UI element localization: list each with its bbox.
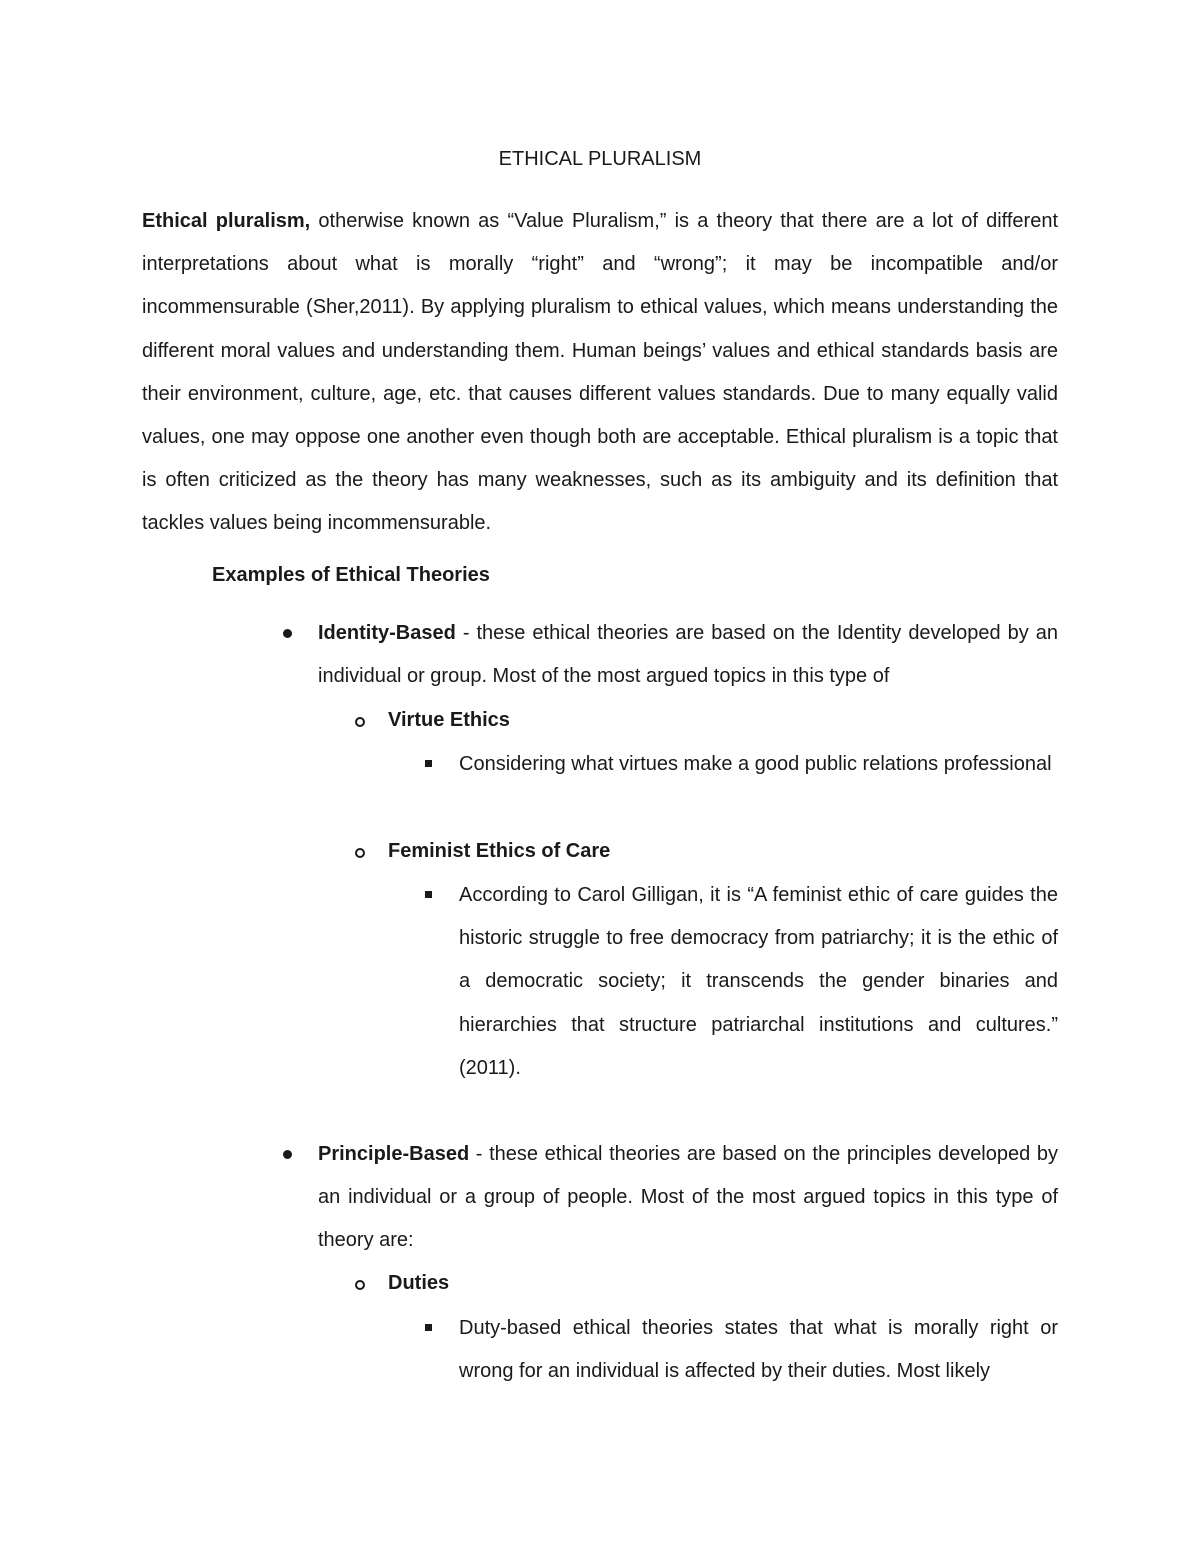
square-bullet-icon (425, 891, 432, 898)
virtue-ethics-label: Virtue Ethics (388, 709, 510, 731)
circle-bullet-icon (355, 1280, 365, 1290)
intro-paragraph (142, 200, 1058, 546)
square-bullet-icon (425, 1324, 432, 1331)
identity-based-item (318, 612, 1058, 698)
feminist-ethics-detail: According to Carol Gilligan, it is “A feminist ethic of care guides the historic struggle to free democracy from patriarchy; it is the ethic of a democratic society; it transcends the gender binaries and hierarchies that structure patriarchal institutions and cultures.” (2011). (459, 884, 1058, 1079)
duties-label: Duties (388, 1272, 450, 1294)
duties-detail: Duty-based ethical theories states that what is morally right or wrong for an individual is affected by their duties. Most likely (459, 1317, 1058, 1383)
principle-based-item (318, 1133, 1058, 1263)
identity-based-label: Identity-Based (318, 622, 456, 644)
circle-bullet-icon (355, 717, 365, 727)
circle-bullet-icon (355, 848, 365, 858)
principle-based-text: - these ethical theories are based on the principles developed by an individual or a group of people. Most of the most argued topics in this type of theory are: (318, 1143, 1058, 1252)
page-title: ETHICAL PLURALISM (498, 148, 702, 170)
intro-term: Ethical pluralism, (142, 210, 311, 232)
identity-based-text: - these ethical theories are based on the Identity developed by an individual or group. Most of the most argued topics in this type of (318, 622, 1058, 688)
principle-based-label: Principle-Based (318, 1143, 470, 1165)
examples-heading: Examples of Ethical Theories (212, 564, 490, 586)
square-bullet-icon (425, 760, 432, 767)
bullet-icon (283, 629, 292, 638)
feminist-ethics-label: Feminist Ethics of Care (388, 840, 611, 862)
virtue-ethics-detail: Considering what virtues make a good public relations professional (459, 753, 1052, 775)
bullet-icon (283, 1150, 292, 1159)
intro-body: otherwise known as “Value Pluralism,” is a theory that there are a lot of different interpretations about what is morally “right” and “wrong”; it may be incompatible and/or incommensurable (Sher,2011). By applying pluralism to ethical values, which means understanding the different moral values and understanding them. Human beings’ values and ethical standards basis are their environment, culture, age, etc. that causes different values standards. Due to many equally valid values, one may oppose one another even though both are acceptable. Ethical pluralism is a topic that is often criticized as the theory has many weaknesses, such as its ambiguity and its definition that tackles values being incommensurable. (142, 210, 1059, 535)
